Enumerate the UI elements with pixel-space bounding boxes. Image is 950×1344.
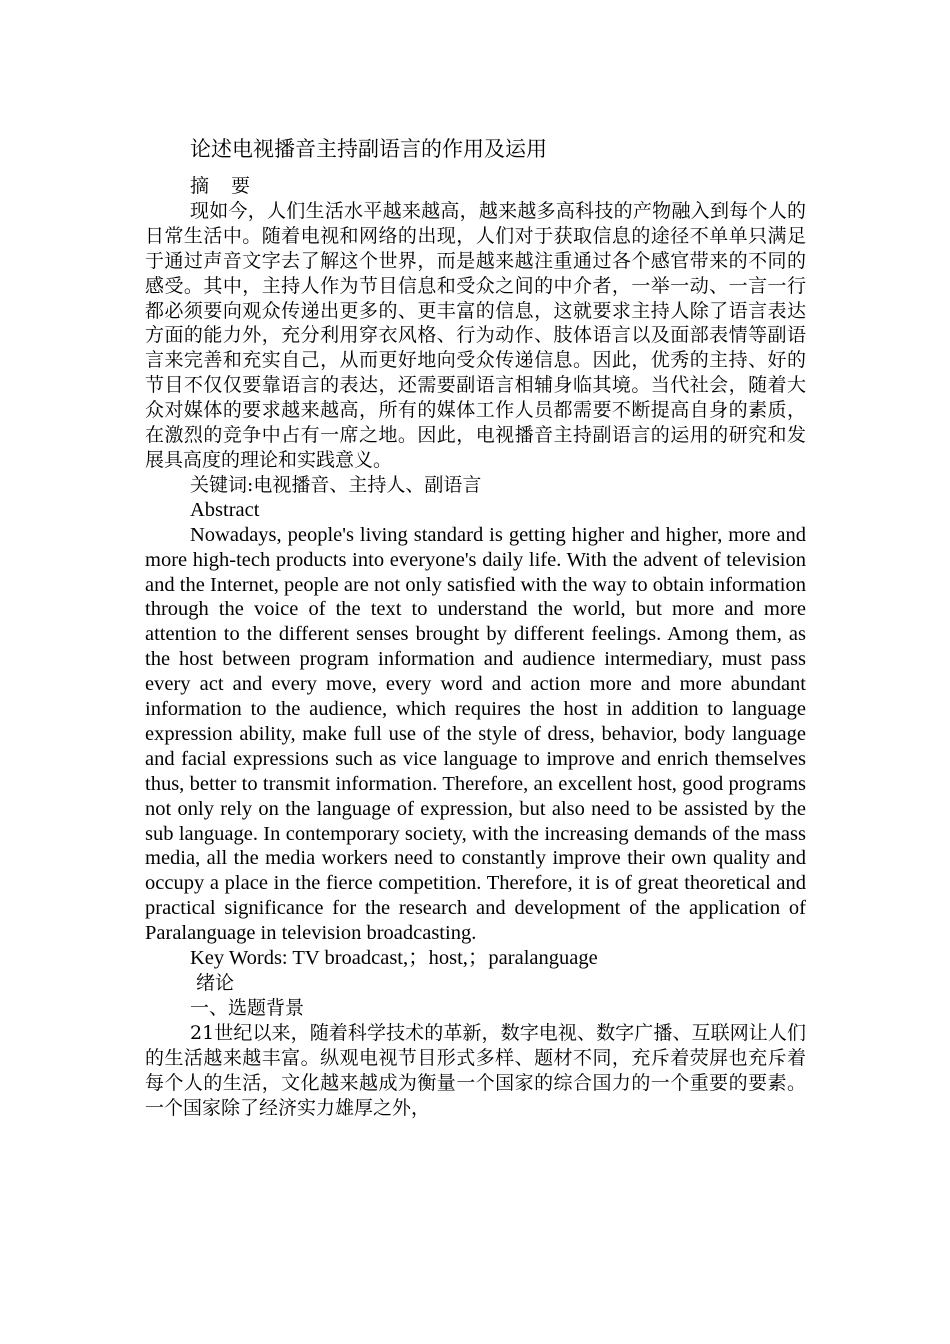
abstract-heading: 摘 要	[190, 175, 259, 197]
keywords-english: Key Words: TV broadcast,；host,；paralanguage	[190, 947, 598, 970]
document-title: 论述电视播音主持副语言的作用及运用	[190, 137, 547, 161]
section-heading-background: 一、选题背景	[190, 996, 305, 1019]
document-body	[145, 134, 806, 1120]
abstract-chinese: 现如今，人们生活水平越来越高，越来越多高科技的产物融入到每个人的日常生活中。随着电视和网络的出现，人们对于获取信息的途径不单单只满足于通过声音文字去了解这个世界，而是越来越注重通过各个感官带来的不同的感受。其中，主持人作为节目信息和受众之间的中介者，一举一动、一言一行都必须要向观众传递出更多的、更丰富的信息，这就要求主持人除了语言表达方面的能力外，充分利用穿衣风格、行为动作、肢体语言以及面部表情等副语言来完善和充实自己，从而更好地向受众传递信息。因此，优秀的主持、好的节目不仅仅要靠语言的表达，还需要副语言相辅身临其境。当代社会，随着大众对媒体的要求越来越高，所有的媒体工作人员都需要不断提高自身的素质，在激烈的竞争中占有一席之地。因此，电视播音主持副语言的运用的研究和发展具高度的理论和实践意义。	[145, 199, 806, 471]
abstract-english: Nowadays, people's living standard is getting higher and higher, more and more high-tech products into everyone's daily life. With the advent of television and the Internet, people are not only satisfied with the way to obtain information through the voice of the text to understand the world, but more and more attention to the different senses brought by different feelings. Among them, as the host between program information and audience intermediary, must pass every act and every move, every word and action more and more abundant information to the audience, which requires the host in addition to language expression ability, make full use of the style of dress, behavior, body language and facial expressions such as vice language to improve and enrich themselves thus, better to transmit information. Therefore, an excellent host, good programs not only rely on the language of expression, but also need to be assisted by the sub language. In contemporary society, with the increasing demands of the mass media, all the media workers need to constantly improve their own quality and occupy a place in the fierce competition. Therefore, it is of great theoretical and practical significance for the research and development of the application of Paralanguage in television broadcasting.	[145, 523, 806, 945]
introduction-heading: 绪论	[190, 972, 235, 994]
keywords-chinese: 关键词:电视播音、主持人、副语言	[190, 473, 482, 496]
section-background-text: 21世纪以来，随着科学技术的革新，数字电视、数字广播、互联网让人们的生活越来越丰富。纵观电视节目形式多样、题材不同，充斥着荧屏也充斥着每个人的生活，文化越来越成为衡量一个国家的综合国力的一个重要的要素。一个国家除了经济实力雄厚之外，	[145, 1021, 806, 1119]
abstract-english-heading: Abstract	[190, 498, 260, 521]
